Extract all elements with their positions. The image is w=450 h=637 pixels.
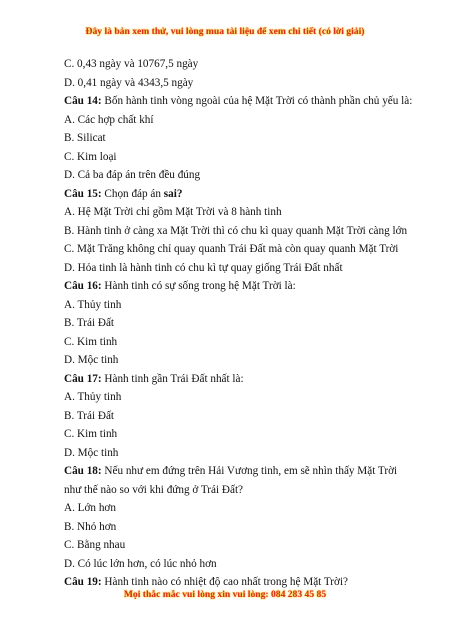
line-text: Hành tinh có sự sống trong hệ Mặt Trời là:: [101, 280, 296, 292]
question-number: Câu 15:: [64, 187, 102, 200]
answer-option-line: [64, 55, 414, 74]
line-text: C. Bằng nhau: [64, 539, 126, 551]
answer-option-line: [64, 536, 414, 555]
line-text: Hành tinh nào có nhiệt độ cao nhất trong hệ Mặt Trời?: [101, 576, 349, 588]
line-text: Nếu như em đứng trên Hải Vương tinh, em sẽ nhìn thấy Mặt Trời: [101, 465, 398, 477]
answer-option-line: [64, 333, 414, 352]
answer-option-line: [64, 425, 414, 444]
line-text: D. Cả ba đáp án trên đều đúng: [64, 169, 201, 181]
answer-option-line: [64, 166, 414, 185]
line-text: A. Lớn hơn: [64, 502, 116, 514]
line-text: B. Hành tinh ở càng xa Mặt Trời thì có chu kì quay quanh Mặt Trời càng lớn: [64, 224, 408, 237]
line-text: D. 0,41 ngày và 4343,5 ngày: [64, 76, 194, 89]
answer-option-line: [64, 314, 414, 333]
line-text: Bốn hành tinh vòng ngoài của hệ Mặt Trời có thành phần chủ yếu là:: [101, 95, 413, 107]
preview-banner: Đây là bản xem thử, vui lòng mua tài liệu để xem chi tiết (có lời giải): [85, 26, 365, 37]
line-text: C. Mặt Trăng không chỉ quay quanh Trái Đất mà còn quay quanh Mặt Trời: [64, 243, 399, 255]
emphasis-text: sai?: [163, 187, 183, 200]
answer-option-line: [64, 74, 414, 93]
line-text: D. Có lúc lớn hơn, có lúc nhỏ hơn: [64, 557, 217, 570]
answer-option-line: [64, 296, 414, 315]
answer-option-line: [64, 388, 414, 407]
line-text: B. Trái Đất: [64, 409, 115, 422]
line-text: C. 0,43 ngày và 10767,5 ngày: [64, 58, 199, 70]
line-text: B. Nhỏ hơn: [64, 520, 117, 533]
question-line: [64, 462, 414, 481]
line-text: D. Hỏa tinh là hành tinh có chu kì tự quay giống Trái Đất nhất: [64, 261, 343, 274]
answer-option-line: [64, 259, 414, 278]
line-text: C. Kim tinh: [64, 428, 118, 440]
line-text: Chọn đáp án: [101, 187, 164, 200]
question-line: [64, 277, 414, 296]
answer-option-line: [64, 148, 414, 167]
question-number: Câu 17:: [64, 372, 102, 385]
line-text: D. Mộc tinh: [64, 354, 119, 366]
answer-option-line: [64, 499, 414, 518]
line-text: A. Thủy tinh: [64, 391, 122, 403]
line-text: Hành tinh gần Trái Đất nhất là:: [101, 372, 244, 385]
answer-option-line: [64, 407, 414, 426]
answer-option-line: [64, 222, 414, 241]
answer-option-line: [64, 444, 414, 463]
answer-option-line: [64, 240, 414, 259]
answer-option-line: [64, 518, 414, 537]
contact-banner: Mọi thắc mắc vui lòng xin vui lòng: 084 283 45 85: [123, 589, 327, 600]
line-text: B. Trái Đất: [64, 317, 115, 329]
question-number: Câu 16:: [64, 280, 102, 292]
line-text: A. Các hợp chất khí: [64, 113, 154, 126]
line-text: A. Thủy tinh: [64, 298, 122, 311]
line-text: B. Silicat: [64, 132, 106, 144]
answer-option-line: [64, 111, 414, 130]
question-line: [64, 92, 414, 111]
line-text: D. Mộc tinh: [64, 446, 119, 459]
question-number: Câu 19:: [64, 576, 102, 588]
answer-option-line: [64, 351, 414, 370]
line-text: C. Kim loại: [64, 150, 117, 163]
document-body: [64, 55, 414, 592]
line-text: A. Hệ Mặt Trời chỉ gồm Mặt Trời và 8 hành tinh: [64, 206, 282, 218]
question-line: [64, 370, 414, 389]
answer-option-line: [64, 555, 414, 574]
question-number: Câu 18:: [64, 465, 102, 477]
answer-option-line: [64, 203, 414, 222]
answer-option-line: [64, 481, 414, 500]
question-line: [64, 185, 414, 204]
question-number: Câu 14:: [64, 95, 102, 107]
line-text: như thế nào so với khi đứng ở Trái Đất?: [64, 483, 244, 496]
answer-option-line: [64, 129, 414, 148]
line-text: C. Kim tinh: [64, 335, 118, 348]
